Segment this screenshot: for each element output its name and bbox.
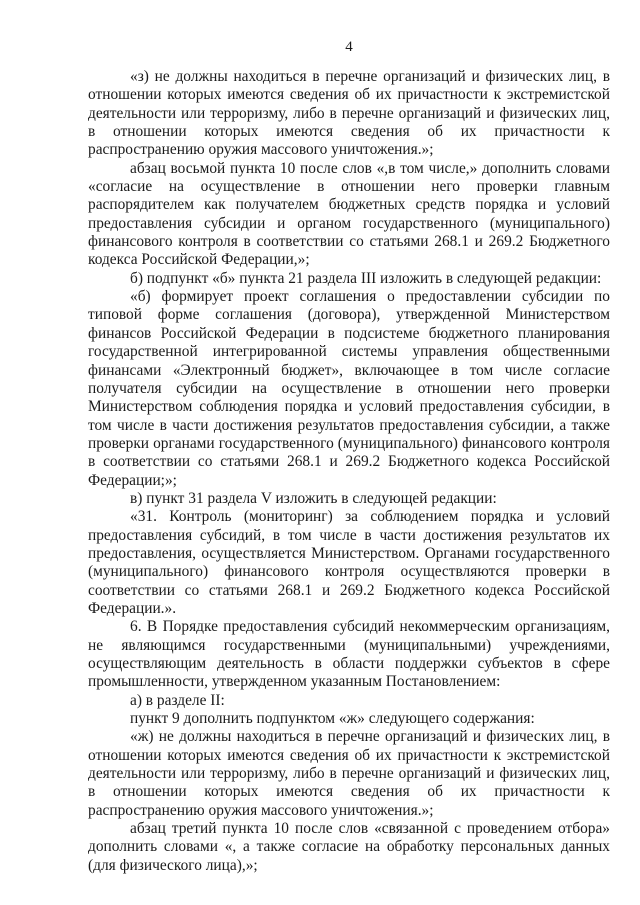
paragraph-subitem-b-text: «б) формирует проект соглашения о предоставлении субсидии по типовой форме соглашения (договора), утвержденной Министерством финансов Российской Федерации в подсистеме бюджетного планирования государственной интегрированной системы управления общественными финансами «Электронный бюджет», включающее в том числе согласие получателя субсидии на осуществление в отношении него проверки Министерством соблюдения порядка и условий предоставления субсидии, в том числе в части достижения результатов предоставления субсидии, а также проверки органами государственного (муниципального) финансового контроля в соответствии со статьями 268.1 и 269.2 Бюджетного кодекса Российской Федерации;»; [88,288,610,489]
paragraph-3z-clause: «з) не должны находиться в перечне организаций и физических лиц, в отношении которых имеются сведения об их причастности к экстремистской деятельности или терроризму, либо в перечне организаций и физических лиц, в отношении которых имеются сведения об их причастности к распространению оружия массового уничтожения.»; [88,68,610,159]
paragraph-item31-text: «31. Контроль (мониторинг) за соблюдением порядка и условий предоставления субсидий, в том числе в части достижения результатов их предоставления, осуществляется Министерством. Органами государственного (муниципального) финансового контроля осуществляются проверки в соответствии со статьями 268.1 и 269.2 Бюджетного кодекса Российской Федерации.». [88,508,610,617]
paragraph-item10-abzac8: абзац восьмой пункта 10 после слов «,в том числе,» дополнить словами «согласие на осуществление в отношении него проверки главным распорядителем как получателем бюджетных средств порядка и условий предоставления субсидии и органом государственного (муниципального) финансового контроля в соответствии со статьями 268.1 и 269.2 Бюджетного кодекса Российской Федерации,»; [88,159,610,269]
paragraph-section6-a: а) в разделе II: [130,691,225,709]
document-page [88,38,610,875]
paragraph-zh-clause: «ж) не должны находиться в перечне организаций и физических лиц, в отношении которых имеются сведения об их причастности к экстремистской деятельности или терроризму, либо в перечне организаций и физических лиц, в отношении которых имеются сведения об их причастности к распространению оружия массового уничтожения.»; [88,728,610,819]
paragraph-item10-abzac3: абзац третий пункта 10 после слов «связанной с проведением отбора» дополнить словами «, а также согласие на обработку персональных данных (для физического лица),»; [88,820,610,874]
paragraph-section6: 6. В Порядке предоставления субсидий некоммерческим организациям, не являющимся государственными (муниципальными) учреждениями, осуществляющим деятельность в области поддержки субъектов в сфере промышленности, утвержденном указанным Постановлением: [88,618,610,691]
paragraph-item9-addition: пункт 9 дополнить подпунктом «ж» следующего содержания: [130,710,535,728]
paragraph-item31-heading: в) пункт 31 раздела V изложить в следующей редакции: [130,489,497,507]
page-number: 4 [345,39,353,55]
paragraph-subitem-b-heading: б) подпункт «б» пункта 21 раздела III изложить в следующей редакции: [130,269,602,287]
